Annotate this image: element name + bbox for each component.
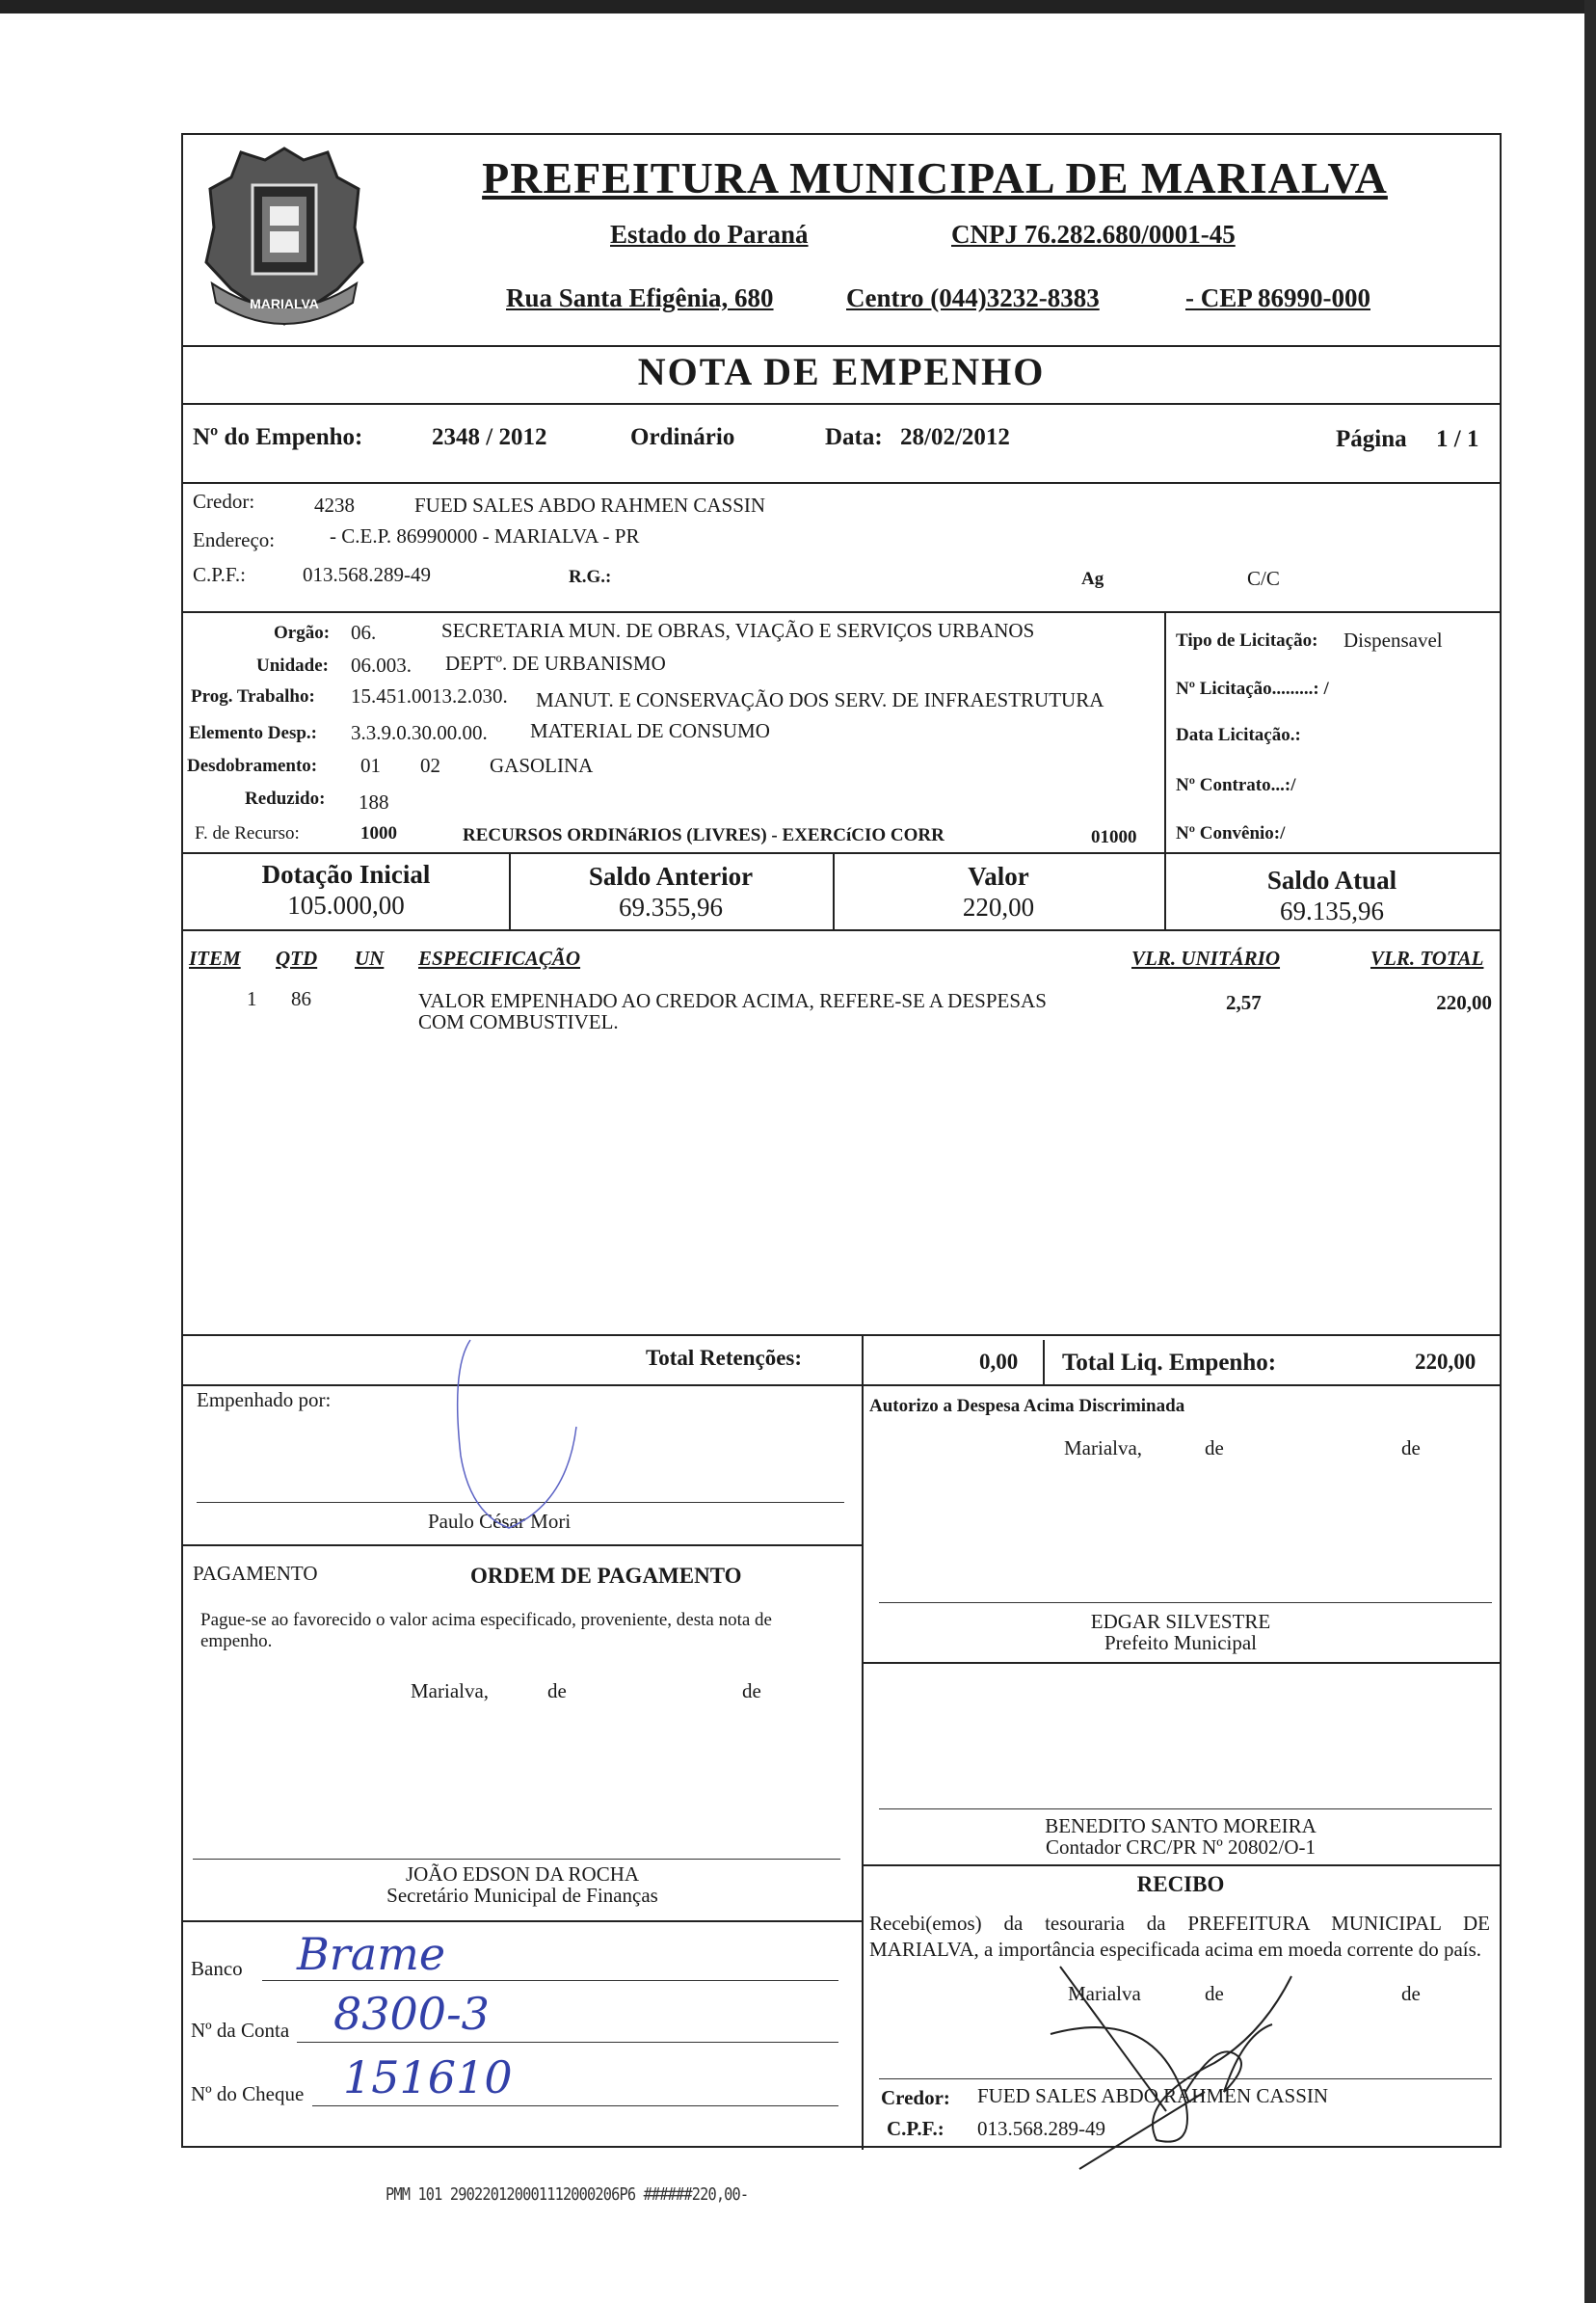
dotacao-inicial-value: 105.000,00 — [287, 891, 405, 920]
desdobramento-1: 01 — [360, 754, 381, 777]
saldo-atual-label: Saldo Atual — [1266, 866, 1397, 895]
credor-name: FUED SALES ABDO RAHMEN CASSIN — [414, 494, 766, 517]
dotacao-inicial-label: Dotação Inicial — [261, 860, 431, 889]
numero-contrato: Nº Contrato...:/ — [1176, 775, 1296, 795]
address-value: - C.E.P. 86990000 - MARIALVA - PR — [330, 524, 640, 548]
elemento-label: Elemento Desp.: — [189, 723, 317, 743]
row-total-value: 220,00 — [1436, 991, 1492, 1014]
recibo-city: Marialva — [1068, 1982, 1141, 2005]
state-name: Estado do Paraná — [610, 220, 809, 249]
recibo-de1: de — [1205, 1982, 1224, 2005]
col-header-item: ITEM — [189, 947, 241, 970]
recibo-text: Recebi(emos) da tesouraria da PREFEITURA MUNICIPAL DE MARIALVA, a importância especificada acima em moeda corrente do país. — [869, 1912, 1490, 1961]
reduzido-value: 188 — [359, 790, 389, 814]
street-address: Rua Santa Efigênia, 680 — [506, 283, 774, 312]
total-retencoes-value: 0,00 — [979, 1350, 1019, 1374]
autorizo-label: Autorizo a Despesa Acima Discriminada — [869, 1396, 1185, 1416]
nota-de-empenho-form — [181, 133, 1502, 2148]
col-header-un: UN — [355, 947, 385, 970]
numero-licitacao: Nº Licitação.........: / — [1176, 679, 1329, 699]
unidade-name: DEPTº. DE URBANISMO — [445, 652, 666, 675]
credor-label: Credor: — [193, 490, 255, 513]
empenho-date-label: Data: — [825, 424, 883, 450]
prog-trabalho-code: 15.451.0013.2.030. — [351, 684, 508, 708]
pagamento-label: PAGAMENTO — [193, 1562, 318, 1585]
footer-machine-code: PMM 101 290220120001112000206P6 ######220,00- — [386, 2184, 749, 2205]
recibo-cpf-label: C.P.F.: — [887, 2117, 944, 2140]
valor-label: Valor — [968, 862, 1029, 891]
row-qtd: 86 — [291, 987, 311, 1010]
col-header-vlr-total: VLR. TOTAL — [1370, 947, 1484, 970]
municipality-title: PREFEITURA MUNICIPAL DE MARIALVA — [482, 153, 1388, 202]
total-liq-label: Total Liq. Empenho: — [1062, 1350, 1277, 1376]
conta-handwriting: 8300-3 — [333, 1988, 490, 2040]
document-title: NOTA DE EMPENHO — [637, 350, 1046, 393]
recurso-code: 1000 — [360, 823, 397, 844]
accountant-role: Contador CRC/PR Nº 20802/O-1 — [1045, 1835, 1317, 1859]
recibo-title: RECIBO — [1136, 1872, 1225, 1896]
ordem-pagamento-title: ORDEM DE PAGAMENTO — [470, 1564, 742, 1588]
ag-label: Ag — [1081, 569, 1104, 589]
col-header-especificacao: ESPECIFICAÇÃO — [418, 947, 581, 970]
col-header-vlr-unitario: VLR. UNITÁRIO — [1131, 947, 1281, 970]
orgao-code: 06. — [351, 621, 377, 644]
unidade-code: 06.003. — [351, 654, 412, 677]
prog-trabalho-name: MANUT. E CONSERVAÇÃO DOS SERV. DE INFRAESTRUTURA — [536, 688, 1104, 711]
orgao-name: SECRETARIA MUN. DE OBRAS, VIAÇÃO E SERVIÇOS URBANOS — [441, 619, 1035, 642]
credor-code: 4238 — [314, 494, 355, 517]
mayor-role: Prefeito Municipal — [1104, 1631, 1258, 1654]
desdobramento-name: GASOLINA — [490, 754, 594, 777]
pagamento-text: Pague-se ao favorecido o valor acima especificado, proveniente, desta nota de empenho. — [200, 1610, 772, 1651]
cheque-label: Nº do Cheque — [191, 2082, 305, 2105]
recibo-cpf-value: 013.568.289-49 — [977, 2117, 1105, 2140]
empenho-type: Ordinário — [630, 424, 735, 450]
cheque-handwriting: 151610 — [343, 2051, 513, 2103]
rg-label: R.G.: — [569, 567, 612, 587]
desdobramento-label: Desdobramento: — [187, 756, 318, 776]
row-spec-line1: VALOR EMPENHADO AO CREDOR ACIMA, REFERE-SE A DESPESAS — [418, 989, 1047, 1012]
coat-of-arms-banner: MARIALVA — [250, 296, 319, 311]
scan-right-border — [1584, 0, 1596, 2303]
recurso-label: F. de Recurso: — [195, 823, 300, 844]
recurso-name: RECURSOS ORDINáRIOS (LIVRES) - EXERCíCIO CORR — [463, 825, 944, 845]
banco-label: Banco — [191, 1957, 243, 1980]
numero-convenio: Nº Convênio:/ — [1176, 823, 1286, 844]
autorizo-de2: de — [1401, 1436, 1421, 1459]
empenho-number: 2348 / 2012 — [432, 424, 547, 450]
recibo-credor-name: FUED SALES ABDO RAHMEN CASSIN — [977, 2084, 1329, 2107]
total-retencoes-label: Total Retenções: — [646, 1346, 803, 1370]
empenhado-signer: Paulo César Mori — [428, 1510, 572, 1533]
empenho-number-label: Nº do Empenho: — [193, 424, 363, 450]
autorizo-city: Marialva, — [1064, 1436, 1143, 1459]
page-number: 1 / 1 — [1436, 426, 1479, 452]
finance-secretary-name: JOÃO EDSON DA ROCHA — [405, 1862, 640, 1886]
autorizo-de1: de — [1205, 1436, 1224, 1459]
row-item: 1 — [247, 987, 257, 1010]
cpf-value: 013.568.289-49 — [303, 563, 431, 586]
unidade-label: Unidade: — [256, 656, 329, 676]
total-liq-value: 220,00 — [1415, 1350, 1476, 1374]
pagamento-de1: de — [547, 1679, 567, 1702]
valor-value: 220,00 — [962, 893, 1035, 922]
empenhado-por-label: Empenhado por: — [197, 1388, 332, 1411]
empenho-date: 28/02/2012 — [900, 424, 1010, 450]
elemento-code: 3.3.9.0.30.00.00. — [351, 721, 488, 744]
tipo-licitacao-label: Tipo de Licitação: — [1176, 630, 1318, 651]
cc-label: C/C — [1247, 567, 1280, 590]
reduzido-label: Reduzido: — [245, 789, 326, 809]
pagamento-city: Marialva, — [411, 1679, 490, 1702]
recibo-de2: de — [1401, 1982, 1421, 2005]
tipo-licitacao-value: Dispensavel — [1343, 629, 1443, 652]
accountant-name: BENEDITO SANTO MOREIRA — [1045, 1814, 1317, 1837]
col-header-qtd: QTD — [276, 947, 318, 970]
signature-scribble-recibo — [1041, 1947, 1311, 2179]
saldo-atual-value: 69.135,96 — [1280, 897, 1384, 925]
row-spec-line2: COM COMBUSTIVEL. — [418, 1010, 619, 1033]
scan-top-border — [0, 0, 1596, 13]
elemento-name: MATERIAL DE CONSUMO — [530, 719, 770, 742]
desdobramento-2: 02 — [420, 754, 440, 777]
pagamento-de2: de — [742, 1679, 761, 1702]
cep: - CEP 86990-000 — [1185, 283, 1370, 312]
cnpj: CNPJ 76.282.680/0001-45 — [951, 220, 1236, 249]
district-phone: Centro (044)3232-8383 — [846, 283, 1100, 312]
prog-trabalho-label: Prog. Trabalho: — [191, 686, 315, 707]
finance-secretary-role: Secretário Municipal de Finanças — [386, 1884, 658, 1907]
orgao-label: Orgão: — [274, 623, 331, 643]
cpf-label: C.P.F.: — [193, 563, 246, 586]
recurso-suffix: 01000 — [1091, 827, 1137, 847]
row-unit-value: 2,57 — [1226, 991, 1262, 1014]
recibo-credor-label: Credor: — [881, 2086, 950, 2109]
address-label: Endereço: — [193, 528, 276, 551]
banco-handwriting: Brame — [297, 1928, 446, 1980]
saldo-anterior-label: Saldo Anterior — [588, 862, 754, 891]
coat-of-arms-icon — [193, 139, 376, 332]
data-licitacao: Data Licitação.: — [1176, 725, 1301, 745]
conta-label: Nº da Conta — [191, 2019, 290, 2042]
signature-scribble-empenhado — [432, 1311, 625, 1542]
saldo-anterior-value: 69.355,96 — [619, 893, 723, 922]
page-label: Página — [1336, 426, 1407, 452]
mayor-name: EDGAR SILVESTRE — [1090, 1610, 1271, 1633]
